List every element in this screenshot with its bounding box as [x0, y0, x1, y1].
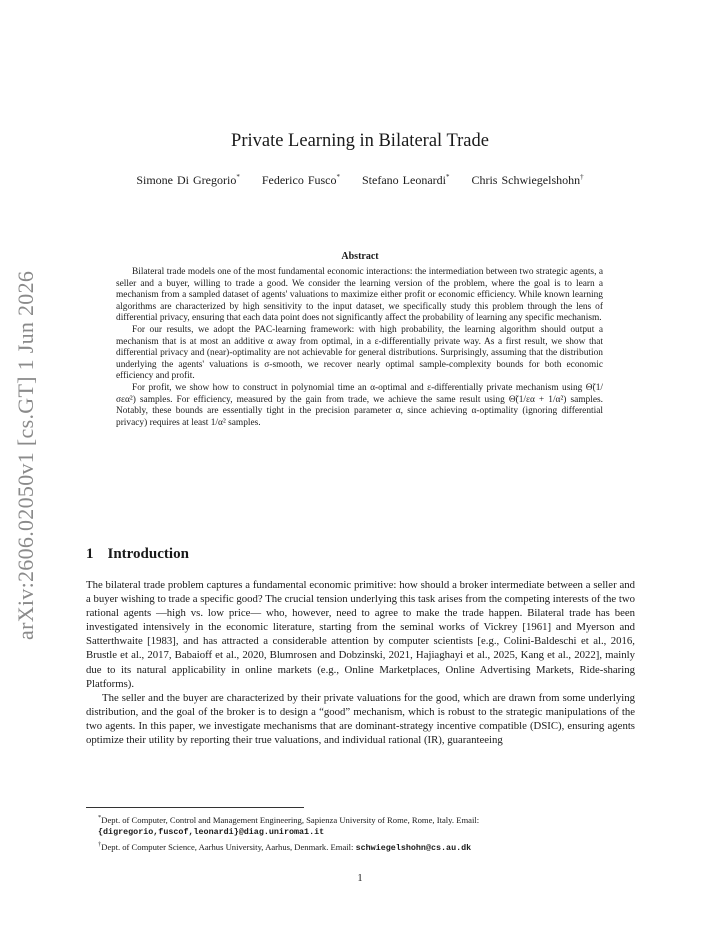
footnote-text: Dept. of Computer, Control and Management Engineering, Sapienza University of Rome, Rome, Italy. Email: [101, 814, 480, 825]
author-name: Chris Schwiegelshohn [471, 173, 581, 187]
abstract-paragraph: For profit, we show how to construct in polynomial time an α-optimal and ε-differentially private mechanism using Θ̃(1/σεα²) samples. For efficiency, measured by the gain from trade, we achieve the same result using Θ̃(1/εα + 1/α²) samples. Notably, these bounds are essentially tight in the precision parameter α, since achieving α-optimality (ignoring differential privacy) requires at least 1/α² samples. [116, 382, 603, 428]
footnote [86, 812, 635, 839]
affiliation-mark: * [445, 173, 450, 181]
section-number: 1 [86, 546, 94, 562]
author [362, 173, 449, 187]
affiliation-mark: * [336, 173, 340, 181]
body-paragraph: The seller and the buyer are characterized by their private valuations for the good, which are drawn from some underlying distribution, and the goal of the broker is to design a “good” mechanism, which is robust to the strategic manipulations of the two agents. In this paper, we investigate mechanisms that are dominant-strategy incentive compatible (DSIC), ensuring agents optimize their utility by reporting their true valuations, and individual rational (IR), guaranteeing [86, 691, 635, 747]
author [262, 173, 340, 187]
author-name: Stefano Leonardi [362, 173, 446, 187]
footnote [86, 839, 635, 854]
footnote-mark: † [98, 840, 102, 848]
abstract-body [116, 267, 603, 429]
footnote-text: Dept. of Computer Science, Aarhus University, Aarhus, Denmark. Email: [101, 841, 354, 852]
footnote-rule [86, 807, 304, 808]
section-heading [86, 546, 189, 563]
abstract-heading: Abstract [341, 251, 379, 262]
paper-title: Private Learning in Bilateral Trade [231, 131, 489, 151]
author-name: Federico Fusco [261, 173, 337, 187]
body-paragraph: The bilateral trade problem captures a fundamental economic primitive: how should a broker intermediate between a seller and a buyer wishing to trade a specific good? The crucial tension underlying this task arises from the competing interests of the two rational agents —high vs. low price— who, however, need to agree to make the trade happen. Bilateral trade has been investigated intensively in the economic literature, starting from the seminal works of Vickrey [1961] and Myerson and Satterthwaite [1983], and has attracted a considerable attention by computer scientists [e.g., Colini-Baldeschi et al., 2016, Brustle et al., 2017, Babaioff et al., 2020, Blumrosen and Dobzinski, 2021, Hajiaghayi et al., 2025, Kang et al., 2022], mainly due to its natural applicability in online markets (e.g., Online Marketplaces, Online Advertising Markets, Ride-sharing Platforms). [86, 579, 635, 690]
affiliation-mark: * [236, 173, 240, 181]
author [136, 173, 240, 187]
abstract-paragraph: Bilateral trade models one of the most fundamental economic interactions: the intermediation between two strategic agents, a seller and a buyer, willing to trade a good. We consider the learning version of the problem, where the goal is to learn a mechanism from a sampled dataset of agents' valuations to maximize either profit or economic efficiency. While known learning algorithms are characterized by high sensitivity to the input dataset, we specifically study this problem through the lens of differential privacy, ensuring that each data point does not significantly affect the probability of learning any specific mechanism. [116, 267, 603, 324]
author-name: Simone Di Gregorio [136, 173, 237, 187]
author-list [0, 173, 720, 188]
arxiv-stamp[interactable]: arXiv:2606.02050v1 [cs.GT] 1 Jun 2026 [13, 270, 38, 640]
footnote-email[interactable]: {digregorio,fuscof,leonardi}@diag.uniroma1.it [98, 827, 325, 838]
footnote-mark: * [98, 814, 102, 821]
page-number: 1 [357, 873, 363, 884]
section-title: Introduction [107, 546, 189, 562]
footnotes [86, 812, 635, 854]
affiliation-mark: † [580, 173, 584, 181]
footnote-email[interactable]: schwiegelshohn@cs.au.dk [355, 842, 472, 853]
abstract-paragraph: For our results, we adopt the PAC-learning framework: with high probability, the learning algorithm should output a mechanism that is at most an additive α away from optimal, in a ε-differentially private way. As a first result, we show that differential privacy and (near)-optimality are not achievable for general distributions. Surprisingly, assuming that the distribution underlying the agents' valuations is σ-smooth, we recover nearly optimal sample-complexity bounds for both economic efficiency and profit. [116, 324, 603, 382]
introduction-body [86, 578, 635, 747]
author [471, 173, 583, 187]
